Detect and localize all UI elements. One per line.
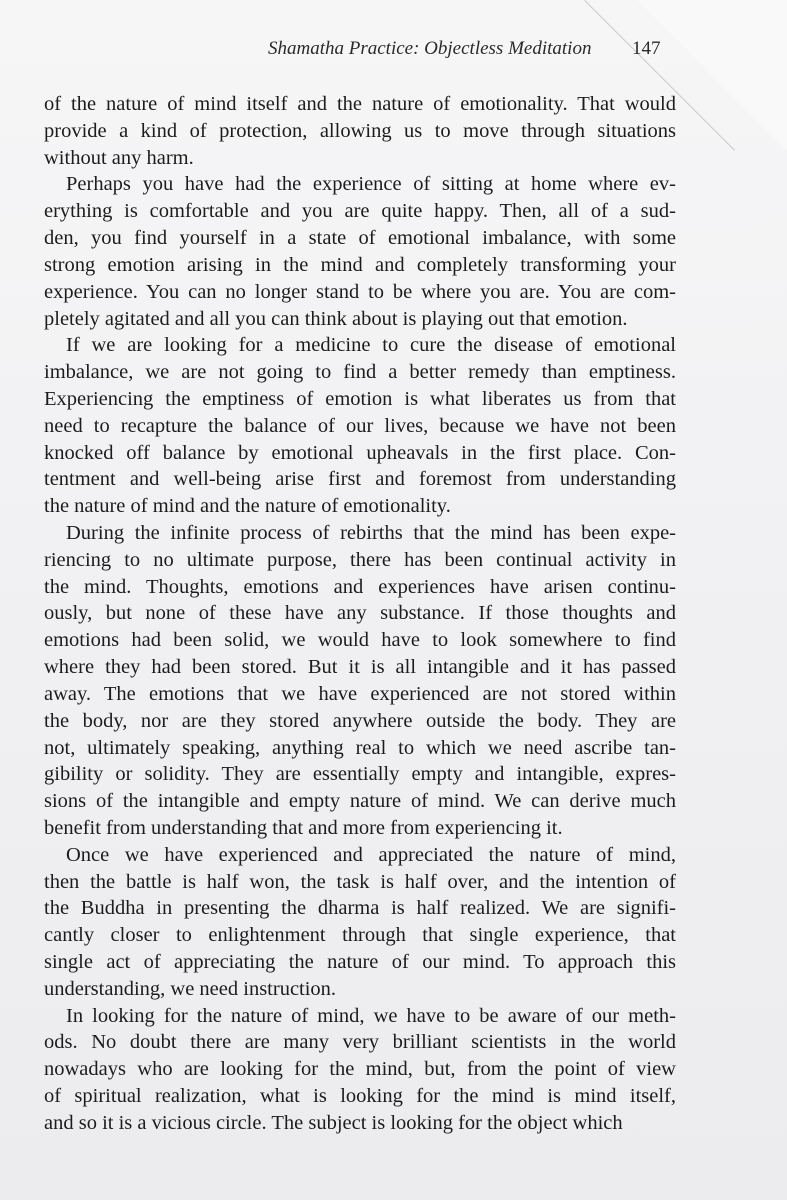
text-line: of spiritual realization, what is looking for the mind is mind itself, [44, 1085, 676, 1108]
page-number: 147 [632, 38, 661, 59]
text-line: the Buddha in presenting the dharma is half realized. We are signifi- [44, 897, 676, 920]
text-line: gibility or solidity. They are essentially empty and intangible, expres- [44, 763, 676, 786]
text-line: ously, but none of these have any substance. If those thoughts and [44, 602, 676, 625]
paragraph [44, 1003, 676, 1137]
text-line: then the battle is half won, the task is half over, and the intention of [44, 870, 676, 893]
text-line: of the nature of mind itself and the nature of emotionality. That would [44, 93, 676, 115]
text-line: den, you find yourself in a state of emotional imbalance, with some [44, 227, 676, 250]
text-line: If we are looking for a medicine to cure the disease of emotional [66, 334, 676, 357]
text-line: nowadays who are looking for the mind, but, from the point of view [44, 1058, 676, 1081]
text-line: imbalance, we are not going to find a better remedy than emptiness. [44, 361, 676, 384]
text-line: strong emotion arising in the mind and completely transforming your [44, 253, 676, 276]
text-line: provide a kind of protection, allowing us to move through situations [44, 119, 676, 142]
text-line: During the infinite process of rebirths that the mind has been expe- [66, 522, 676, 544]
text-line: pletely agitated and all you can think about is playing out that emotion. [44, 307, 628, 330]
text-line: cantly closer to enlightenment through that single experience, that [44, 924, 676, 947]
paragraph [44, 520, 676, 842]
text-line: without any harm. [44, 146, 194, 169]
text-line: tentment and well-being arise first and foremost from understanding [44, 468, 676, 491]
text-line: benefit from understanding that and more from experiencing it. [44, 816, 563, 839]
text-line: Perhaps you have had the experience of sitting at home where ev- [66, 173, 676, 196]
text-line: the nature of mind and the nature of emotionality. [44, 495, 451, 518]
text-line: experience. You can no longer stand to be where you are. You are com- [44, 280, 676, 303]
text-line: need to recapture the balance of our lives, because we have not been [44, 414, 676, 437]
text-line: emotions had been solid, we would have to look somewhere to find [44, 629, 676, 652]
text-line: the body, nor are they stored anywhere outside the body. They are [44, 709, 676, 732]
paragraph [44, 171, 676, 332]
text-line: Once we have experienced and appreciated the nature of mind, [66, 843, 676, 866]
running-header [0, 38, 787, 64]
text-line: ods. No doubt there are many very brilliant scientists in the world [44, 1031, 676, 1054]
text-line: away. The emotions that we have experienced are not stored within [44, 682, 676, 705]
text-line: the mind. Thoughts, emotions and experiences have arisen continu- [44, 575, 676, 598]
text-line: understanding, we need instruction. [44, 977, 337, 1000]
text-line: Experiencing the emptiness of emotion is what liberates us from that [44, 387, 676, 410]
body-text [44, 91, 676, 1137]
paragraph [44, 91, 676, 171]
paragraph [44, 332, 676, 520]
text-line: riencing to no ultimate purpose, there has been continual activity in [44, 548, 676, 571]
text-line: In looking for the nature of mind, we have to be aware of our meth- [66, 1004, 676, 1027]
text-line: where they had been stored. But it is all intangible and it has passed [44, 656, 676, 679]
text-line: single act of appreciating the nature of our mind. To approach this [44, 951, 676, 973]
text-line: sions of the intangible and empty nature of mind. We can derive much [44, 790, 676, 813]
text-line: and so it is a vicious circle. The subject is looking for the object which [44, 1111, 623, 1134]
text-line: knocked off balance by emotional upheavals in the first place. Con- [44, 441, 676, 464]
running-title: Shamatha Practice: Objectless Meditation [268, 38, 592, 59]
text-line: not, ultimately speaking, anything real to which we need ascribe tan- [44, 736, 676, 759]
paragraph [44, 842, 676, 1003]
text-line: erything is comfortable and you are quite happy. Then, all of a sud- [44, 200, 676, 223]
